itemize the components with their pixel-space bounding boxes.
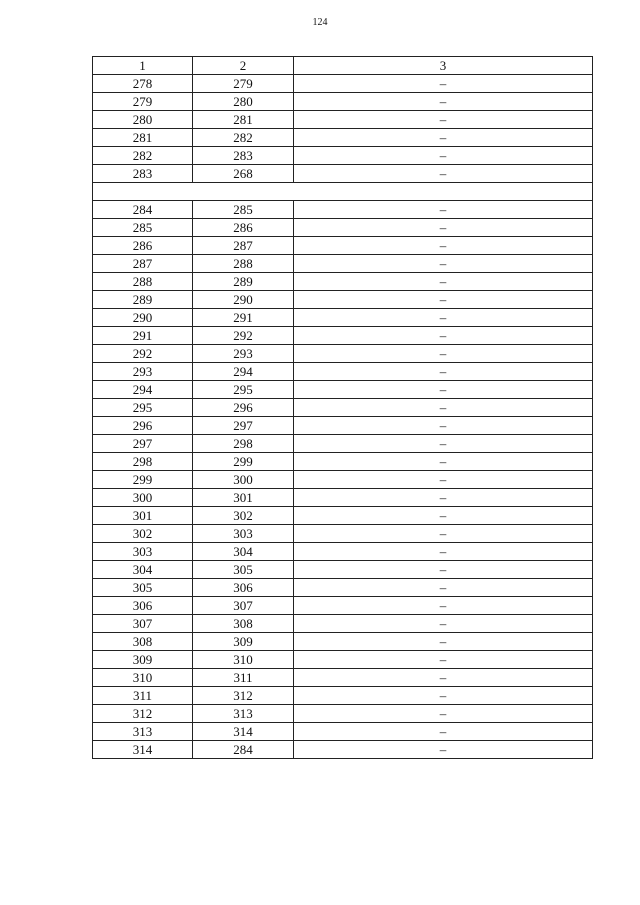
table-cell-col3: – bbox=[294, 363, 593, 381]
table-cell-col2: 304 bbox=[193, 543, 294, 561]
table-cell-col2: 307 bbox=[193, 597, 294, 615]
table-cell-col1: 295 bbox=[93, 399, 193, 417]
table-row bbox=[93, 489, 593, 507]
table-row bbox=[93, 597, 593, 615]
table-cell-col3: – bbox=[294, 237, 593, 255]
table-cell-col2: 290 bbox=[193, 291, 294, 309]
table-row bbox=[93, 93, 593, 111]
table-cell-col3: – bbox=[294, 651, 593, 669]
table-cell-col2: 310 bbox=[193, 651, 294, 669]
table-cell-col1: 288 bbox=[93, 273, 193, 291]
table-cell-col1: 296 bbox=[93, 417, 193, 435]
table-row bbox=[93, 363, 593, 381]
table-cell-col1: 289 bbox=[93, 291, 193, 309]
table-row bbox=[93, 651, 593, 669]
table-cell-col1: 301 bbox=[93, 507, 193, 525]
table-cell-col2: 300 bbox=[193, 471, 294, 489]
table-cell-col2: 295 bbox=[193, 381, 294, 399]
table-cell-col3: – bbox=[294, 507, 593, 525]
table-cell-col1: 311 bbox=[93, 687, 193, 705]
table-cell-col3: – bbox=[294, 219, 593, 237]
table-cell-col1: 292 bbox=[93, 345, 193, 363]
table-cell-col1: 298 bbox=[93, 453, 193, 471]
table-cell-col3: – bbox=[294, 561, 593, 579]
table-row bbox=[93, 327, 593, 345]
table-cell-col1: 287 bbox=[93, 255, 193, 273]
table-cell-col2: 283 bbox=[193, 147, 294, 165]
table-cell-col1: 282 bbox=[93, 147, 193, 165]
table-cell-col1: 313 bbox=[93, 723, 193, 741]
table-row bbox=[93, 111, 593, 129]
table-cell-col2: 280 bbox=[193, 93, 294, 111]
table-cell-col3: – bbox=[294, 399, 593, 417]
table-cell-col2: 284 bbox=[193, 741, 294, 759]
table-cell-col1: 312 bbox=[93, 705, 193, 723]
table-cell-col3: – bbox=[294, 291, 593, 309]
table-cell-col1: 310 bbox=[93, 669, 193, 687]
table-cell-col1: 280 bbox=[93, 111, 193, 129]
table-row bbox=[93, 399, 593, 417]
table-row bbox=[93, 147, 593, 165]
table-row bbox=[93, 255, 593, 273]
table-cell-col2: 268 bbox=[193, 165, 294, 183]
table-cell-col3: – bbox=[294, 669, 593, 687]
table-cell-col2: 281 bbox=[193, 111, 294, 129]
table-cell-col3: – bbox=[294, 417, 593, 435]
section-separator-row bbox=[93, 183, 593, 201]
table-row bbox=[93, 615, 593, 633]
table-cell-col1: 283 bbox=[93, 165, 193, 183]
table-row bbox=[93, 561, 593, 579]
table-cell-col3: – bbox=[294, 147, 593, 165]
table-row bbox=[93, 201, 593, 219]
table-cell-col2: 279 bbox=[193, 75, 294, 93]
table-cell-col3: – bbox=[294, 687, 593, 705]
table-cell-col2: 289 bbox=[193, 273, 294, 291]
table-cell-col2: 293 bbox=[193, 345, 294, 363]
table-cell-col1: 286 bbox=[93, 237, 193, 255]
table-cell-col3: – bbox=[294, 471, 593, 489]
table-cell-col1: 284 bbox=[93, 201, 193, 219]
table-cell-col1: 304 bbox=[93, 561, 193, 579]
column-header-3: 3 bbox=[294, 57, 593, 75]
table-row bbox=[93, 525, 593, 543]
table-cell-col1: 294 bbox=[93, 381, 193, 399]
table-cell-col2: 302 bbox=[193, 507, 294, 525]
table-cell-col1: 306 bbox=[93, 597, 193, 615]
table-cell-col3: – bbox=[294, 723, 593, 741]
table-cell-col3: – bbox=[294, 525, 593, 543]
table-cell-col1: 307 bbox=[93, 615, 193, 633]
table-cell-col3: – bbox=[294, 435, 593, 453]
table-row bbox=[93, 345, 593, 363]
table-row bbox=[93, 507, 593, 525]
table-cell-col3: – bbox=[294, 345, 593, 363]
table-row bbox=[93, 129, 593, 147]
table-cell-col2: 286 bbox=[193, 219, 294, 237]
table-cell-col2: 297 bbox=[193, 417, 294, 435]
table-cell-col2: 294 bbox=[193, 363, 294, 381]
table-cell-col3: – bbox=[294, 489, 593, 507]
table-row bbox=[93, 381, 593, 399]
table-body bbox=[93, 57, 593, 759]
table-row bbox=[93, 687, 593, 705]
table-cell-col2: 291 bbox=[193, 309, 294, 327]
table-cell-col3: – bbox=[294, 615, 593, 633]
table-cell-col3: – bbox=[294, 741, 593, 759]
table-cell-col3: – bbox=[294, 273, 593, 291]
table-cell-col3: – bbox=[294, 579, 593, 597]
header-row bbox=[93, 57, 593, 75]
table-cell-col1: 299 bbox=[93, 471, 193, 489]
table-cell-col1: 281 bbox=[93, 129, 193, 147]
table-cell-col2: 313 bbox=[193, 705, 294, 723]
table-row bbox=[93, 417, 593, 435]
table-cell-col3: – bbox=[294, 255, 593, 273]
table-row bbox=[93, 633, 593, 651]
table-cell-col1: 305 bbox=[93, 579, 193, 597]
table-cell-col1: 290 bbox=[93, 309, 193, 327]
table-cell-col3: – bbox=[294, 111, 593, 129]
table-cell-col3: – bbox=[294, 93, 593, 111]
table-cell-col1: 303 bbox=[93, 543, 193, 561]
table-cell-col3: – bbox=[294, 201, 593, 219]
table-cell-col2: 301 bbox=[193, 489, 294, 507]
column-header-1: 1 bbox=[93, 57, 193, 75]
table-cell-col1: 300 bbox=[93, 489, 193, 507]
table-cell-col1: 309 bbox=[93, 651, 193, 669]
table-cell-col3: – bbox=[294, 381, 593, 399]
table-cell-col2: 287 bbox=[193, 237, 294, 255]
table-row bbox=[93, 273, 593, 291]
table-row bbox=[93, 543, 593, 561]
table-cell-col2: 314 bbox=[193, 723, 294, 741]
table-cell-col1: 297 bbox=[93, 435, 193, 453]
table-cell-col2: 308 bbox=[193, 615, 294, 633]
table-cell-col3: – bbox=[294, 543, 593, 561]
table-cell-col3: – bbox=[294, 327, 593, 345]
table-row bbox=[93, 579, 593, 597]
table-cell-col2: 312 bbox=[193, 687, 294, 705]
page-number: 124 bbox=[312, 17, 328, 28]
table-row bbox=[93, 741, 593, 759]
table-row bbox=[93, 453, 593, 471]
table-cell-col3: – bbox=[294, 453, 593, 471]
table-cell-col1: 291 bbox=[93, 327, 193, 345]
table-row bbox=[93, 435, 593, 453]
table-cell-col2: 299 bbox=[193, 453, 294, 471]
table-cell-col2: 298 bbox=[193, 435, 294, 453]
table-row bbox=[93, 291, 593, 309]
table-cell-col2: 292 bbox=[193, 327, 294, 345]
table-cell-col3: – bbox=[294, 633, 593, 651]
table-row bbox=[93, 219, 593, 237]
column-header-2: 2 bbox=[193, 57, 294, 75]
table-cell-col2: 282 bbox=[193, 129, 294, 147]
table-row bbox=[93, 309, 593, 327]
table-cell-col1: 314 bbox=[93, 741, 193, 759]
table-cell-col2: 309 bbox=[193, 633, 294, 651]
table-cell-col2: 306 bbox=[193, 579, 294, 597]
table-cell-col3: – bbox=[294, 597, 593, 615]
table-cell-col1: 302 bbox=[93, 525, 193, 543]
data-table bbox=[92, 56, 593, 759]
table-cell-col1: 293 bbox=[93, 363, 193, 381]
table-cell-col2: 311 bbox=[193, 669, 294, 687]
table-cell-col1: 278 bbox=[93, 75, 193, 93]
table-cell-col1: 308 bbox=[93, 633, 193, 651]
table-row bbox=[93, 723, 593, 741]
table-row bbox=[93, 705, 593, 723]
table-row bbox=[93, 669, 593, 687]
table-cell-col3: – bbox=[294, 75, 593, 93]
table-cell-col2: 303 bbox=[193, 525, 294, 543]
table-row bbox=[93, 237, 593, 255]
table-cell-col2: 296 bbox=[193, 399, 294, 417]
table-cell-col3: – bbox=[294, 129, 593, 147]
table-row bbox=[93, 75, 593, 93]
table-row bbox=[93, 165, 593, 183]
table-cell-col2: 285 bbox=[193, 201, 294, 219]
table-cell-col3: – bbox=[294, 309, 593, 327]
separator-cell bbox=[93, 183, 593, 201]
table-cell-col1: 285 bbox=[93, 219, 193, 237]
table-cell-col3: – bbox=[294, 165, 593, 183]
table-cell-col2: 305 bbox=[193, 561, 294, 579]
table-row bbox=[93, 471, 593, 489]
table-cell-col2: 288 bbox=[193, 255, 294, 273]
table-cell-col1: 279 bbox=[93, 93, 193, 111]
table-cell-col3: – bbox=[294, 705, 593, 723]
